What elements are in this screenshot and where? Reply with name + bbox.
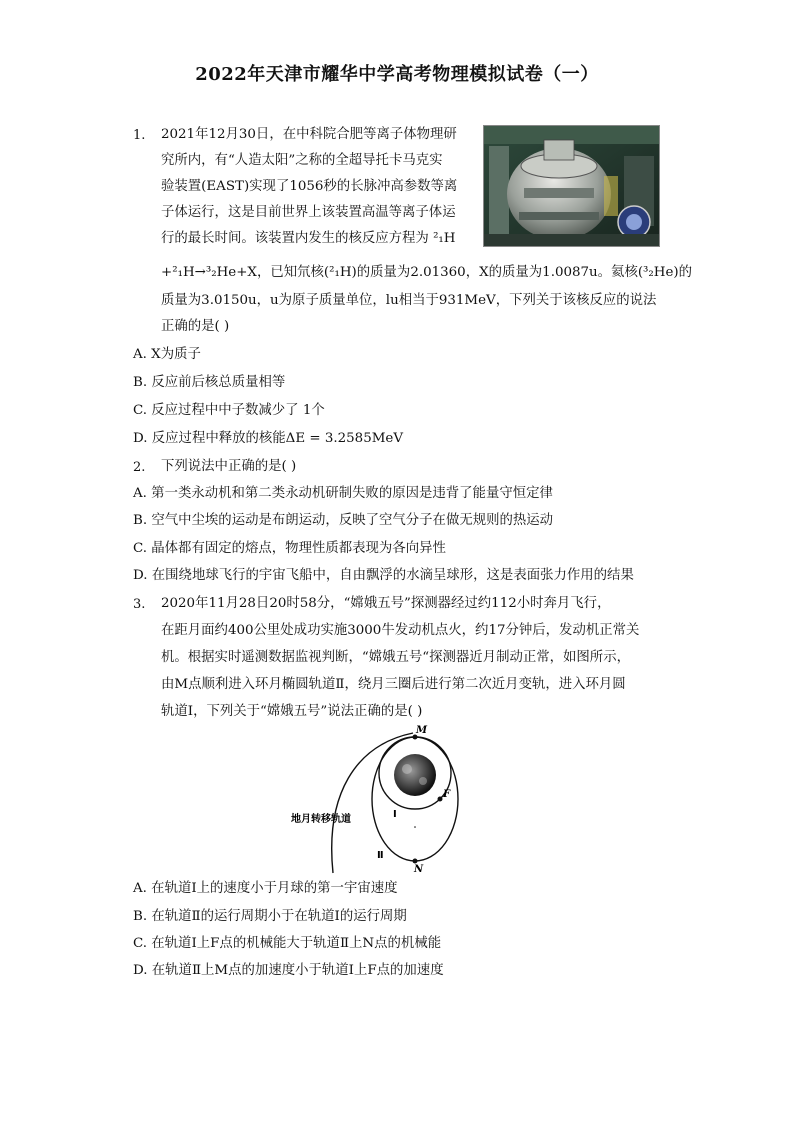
question-text-line: 轨道Ⅰ，下列关于“嫦娥五号”说法正确的是( ) [161,704,423,719]
point-f [438,797,443,802]
label-orbit-i: Ⅰ [393,809,397,820]
option-b: B. 空气中尘埃的运动是布朗运动，反映了空气分子在做无规则的热运动 [133,513,554,528]
question-text-line: 在距月面约400公里处成功实施3000牛发动机点火，约17分钟后，发动机正常关 [161,623,640,638]
question-text-line: 验装置(EAST)实现了1056秒的长脉冲高参数等离 [161,179,458,194]
option-a: A. 第一类永动机和第二类永动机研制失败的原因是违背了能量守恒定律 [133,486,553,501]
option-b: B. 在轨道Ⅱ的运行周期小于在轨道Ⅰ的运行周期 [133,909,407,924]
label-n: N [414,864,424,875]
question-number: 3. [133,597,146,612]
question-text-line: 正确的是( ) [161,319,230,334]
option-d: D. 反应过程中释放的核能ΔE = 3.2585MeV [133,431,404,446]
question-text-line: 2021年12月30日，在中科院合肥等离子体物理研 [161,127,457,142]
question-text-line: 子体运行，这是目前世界上该装置高温等离子体运 [161,205,456,220]
question-number: 1. [133,128,146,143]
question-text-line: +²₁H→³₂He+X，已知氘核(²₁H)的质量为2.01360，X的质量为1.0087u。氦核(³₂He)的 [161,265,693,280]
label-transfer-orbit: 地月转移轨道 [291,814,351,825]
option-a: A. X为质子 [133,347,201,362]
question-text-line: 行的最长时间。该装置内发生的核反应方程为 ²₁H [161,231,456,246]
east-reactor-photo [483,125,660,247]
question-text-line: 2020年11月28日20时58分，“嫦娥五号”探测器经过约112小时奔月飞行， [161,596,611,611]
option-c: C. 在轨道Ⅰ上F点的机械能大于轨道Ⅱ上N点的机械能 [133,936,442,951]
page-title: 2022年天津市耀华中学高考物理模拟试卷（一） [195,64,599,85]
orbit-diagram [285,725,515,875]
moon-icon [394,754,436,796]
option-c: C. 反应过程中中子数减少了 1个 [133,403,325,418]
point-n [413,859,418,864]
option-c: C. 晶体都有固定的熔点，物理性质都表现为各向异性 [133,541,446,556]
question-text-line: 究所内，有“人造太阳”之称的全超导托卡马克实 [161,153,443,168]
label-f: F [443,789,451,800]
option-d: D. 在轨道Ⅱ上M点的加速度小于轨道Ⅰ上F点的加速度 [133,963,444,978]
option-d: D. 在围绕地球飞行的宇宙飞船中，自由飘浮的水滴呈球形，这是表面张力作用的结果 [133,568,634,583]
label-m: M [416,725,428,736]
question-text-line: 由M点顺利进入环月椭圆轨道Ⅱ，绕月三圈后进行第二次近月变轨，进入环月圆 [161,677,626,692]
question-text-line: 下列说法中正确的是( ) [161,459,297,474]
option-a: A. 在轨道Ⅰ上的速度小于月球的第一宇宙速度 [133,881,398,896]
option-b: B. 反应前后核总质量相等 [133,375,286,390]
question-text-line: 机。根据实时遥测数据监视判断，“嫦娥五号“探测器近月制动正常，如图所示， [161,650,630,665]
question-number: 2. [133,460,146,475]
label-orbit-ii: Ⅱ [377,850,384,861]
question-text-line: 质量为3.0150u，u为原子质量单位，lu相当于931MeV，下列关于该核反应的说法 [161,293,657,308]
